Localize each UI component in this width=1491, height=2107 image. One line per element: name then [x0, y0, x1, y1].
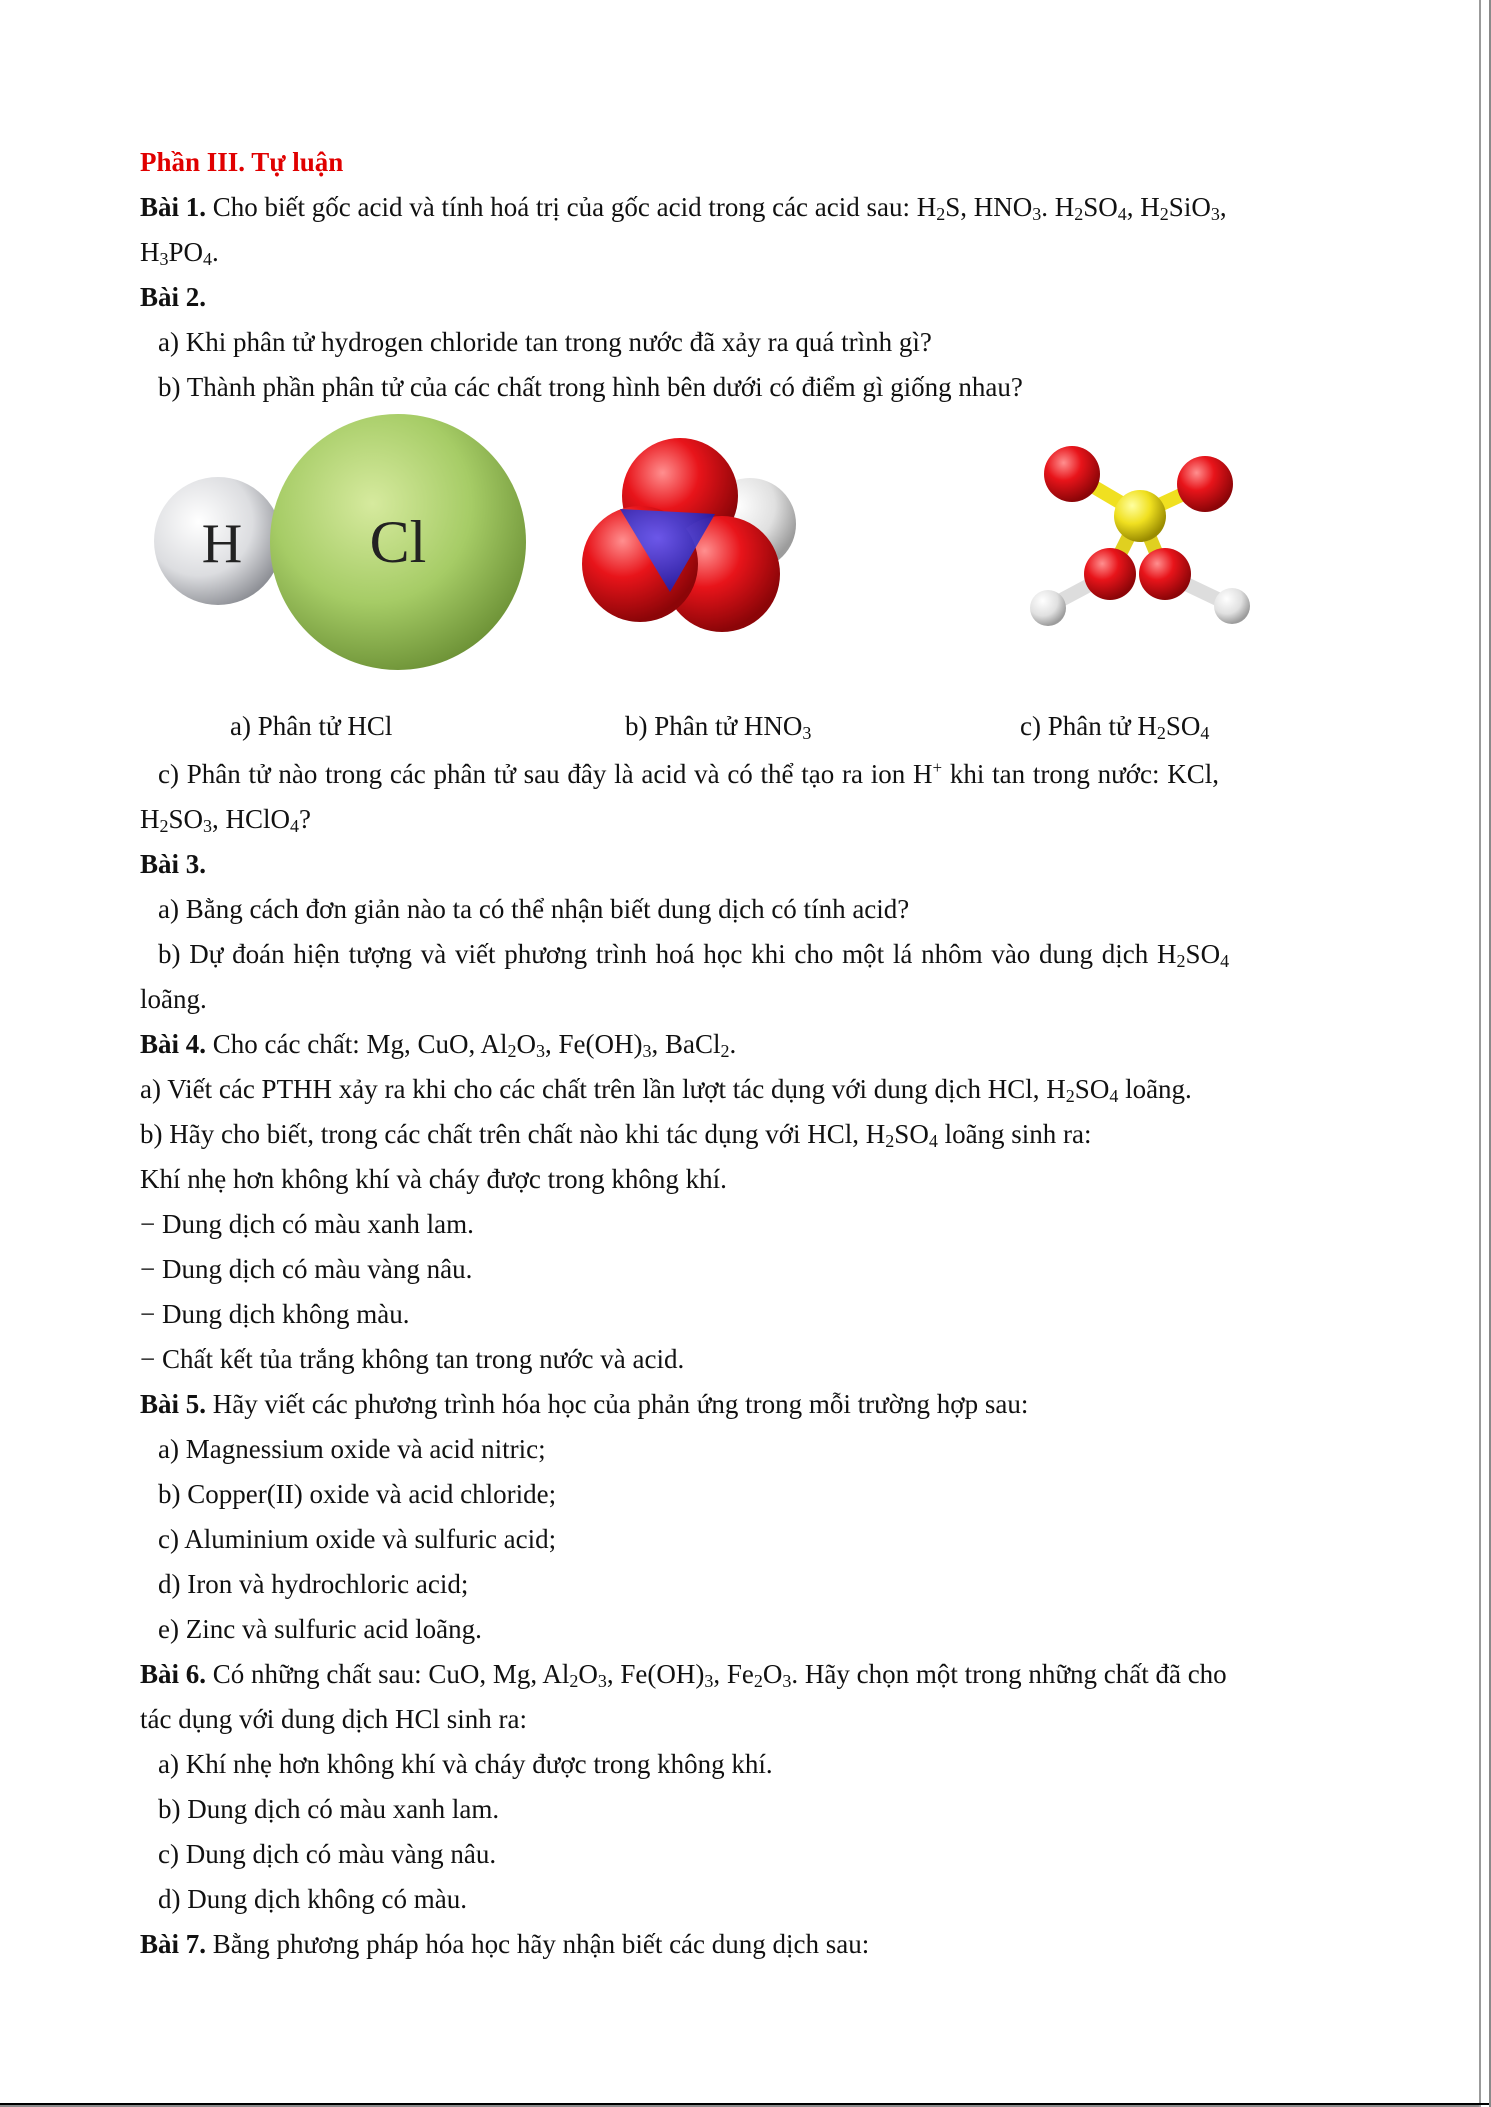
subscript: 3	[782, 1671, 792, 1691]
formula-text: H	[140, 804, 160, 834]
caption-hno3	[625, 704, 811, 749]
subscript: 2	[885, 1131, 895, 1151]
chlorine-label: Cl	[369, 509, 427, 575]
subscript: 2	[569, 1671, 579, 1691]
bai4-intro	[140, 1022, 1350, 1067]
subscript: 4	[1109, 1086, 1119, 1106]
formula-text: , Fe(OH)	[544, 1029, 643, 1059]
bai4-item: Khí nhẹ hơn không khí và cháy được trong không khí.	[140, 1164, 727, 1194]
bai4-b-text: b) Hãy cho biết, trong các chất trên chất nào khi tác dụng với HCl, H	[140, 1119, 886, 1149]
bai5-item: d) Iron và hydrochloric acid;	[158, 1569, 469, 1599]
subscript: 4	[1117, 204, 1127, 224]
bai2-question-a: a) Khi phân tử hydrogen chloride tan trong nước đã xảy ra quá trình gì?	[158, 327, 932, 357]
bai6-intro	[140, 1652, 1350, 1697]
subscript: 4	[928, 1131, 938, 1151]
subscript: 2	[1159, 204, 1169, 224]
bai2-label: Bài 2.	[140, 282, 207, 312]
subscript: 3	[704, 1671, 714, 1691]
bai6-item: b) Dung dịch có màu xanh lam.	[158, 1794, 500, 1824]
page-right-edge	[1479, 0, 1489, 2107]
h2so4-hydrogen-2	[1214, 588, 1250, 624]
bai6-label: Bài 6.	[140, 1659, 207, 1689]
formula-text: .	[212, 237, 219, 267]
hno3-molecule-image	[580, 424, 840, 684]
formula-text: , BaCl	[651, 1029, 721, 1059]
bai2-question-b: b) Thành phần phân tử của các chất trong hình bên dưới có điểm gì giống nhau?	[158, 372, 1023, 402]
h2so4-oxygen-1	[1044, 446, 1100, 502]
formula-text: H	[916, 192, 937, 222]
bai4-item: − Dung dịch có màu vàng nâu.	[140, 1254, 473, 1284]
formula-text: .	[729, 1029, 737, 1059]
bai1-text: Cho biết gốc acid và tính hoá trị của gốc acid trong các acid sau:	[206, 192, 917, 222]
caption-h2so4	[1020, 704, 1209, 749]
formula-text: SO	[168, 804, 204, 834]
bai4-item: − Dung dịch không màu.	[140, 1299, 410, 1329]
formula-text: , Fe	[713, 1659, 754, 1689]
bai6-item: d) Dung dịch không có màu.	[158, 1884, 467, 1914]
caption-h2so4-text: c) Phân tử H	[1020, 711, 1157, 741]
bai2-c-text: khi tan trong nước: KCl,	[942, 759, 1219, 789]
subscript: 3	[1032, 204, 1042, 224]
subscript: 3	[642, 1041, 652, 1061]
subscript: 4	[290, 816, 300, 836]
bai5-text: Hãy viết các phương trình hóa học của phản ứng trong mỗi trường hợp sau:	[206, 1389, 1029, 1419]
subscript: 3	[535, 1041, 545, 1061]
bai6-item: a) Khí nhẹ hơn không khí và cháy được trong không khí.	[158, 1749, 773, 1779]
bai2-question-c	[140, 752, 1350, 797]
subscript: 2	[507, 1041, 517, 1061]
bai4-label: Bài 4.	[140, 1029, 207, 1059]
bai5-item: b) Copper(II) oxide và acid chloride;	[158, 1479, 557, 1509]
h2so4-oxygen-2	[1177, 456, 1233, 512]
formula-text: , HClO	[212, 804, 291, 834]
bai3-question-b	[140, 932, 1350, 977]
bai6-item: c) Dung dịch có màu vàng nâu.	[158, 1839, 497, 1869]
bai3-question-b-line2: loãng.	[140, 984, 207, 1014]
caption-hno3-text: b) Phân tử HNO	[625, 711, 803, 741]
h2so4-oxygen-4	[1139, 548, 1191, 600]
figure-captions	[140, 704, 1350, 752]
formula-text: , Fe(OH)	[606, 1659, 705, 1689]
caption-hcl: a) Phân tử HCl	[230, 711, 393, 741]
superscript: +	[932, 758, 943, 777]
bai6-text: Có những chất sau: CuO, Mg, Al	[206, 1659, 570, 1689]
subscript: 4	[1200, 723, 1210, 743]
subscript: 2	[1065, 1086, 1075, 1106]
subscript: 3	[203, 816, 213, 836]
subscript: 3	[159, 249, 169, 269]
bai7-intro	[140, 1922, 1350, 1967]
formula-text: O	[516, 1029, 536, 1059]
formula-text: , H	[1126, 192, 1160, 222]
formula-text: PO	[168, 237, 204, 267]
bai4-text: Cho các chất: Mg, CuO, Al	[206, 1029, 508, 1059]
bai1-line2	[140, 230, 1350, 275]
bai3-label: Bài 3.	[140, 849, 207, 879]
bai5-item: e) Zinc và sulfuric acid loãng.	[158, 1614, 482, 1644]
bai3-title	[140, 842, 1350, 887]
h2so4-molecule-image	[1010, 434, 1270, 654]
h2so4-hydrogen-1	[1030, 590, 1066, 626]
bai3-b-text: b) Dự đoán hiện tượng và viết phương trình hoá học khi cho một lá nhôm vào dung dịch H	[158, 939, 1177, 969]
bai2-c-text: c) Phân tử nào trong các phân tử sau đây là acid và có thể tạo ra ion H	[158, 759, 933, 789]
bai6-text: . Hãy chọn một trong những chất đã cho	[791, 1659, 1227, 1689]
subscript: 2	[1074, 204, 1084, 224]
subscript: 2	[1176, 951, 1186, 971]
formula-text: O	[578, 1659, 598, 1689]
bai5-item: c) Aluminium oxide và sulfuric acid;	[158, 1524, 557, 1554]
bai4-item: − Chất kết tủa trắng không tan trong nước và acid.	[140, 1344, 685, 1374]
bai7-label: Bài 7.	[140, 1929, 207, 1959]
hcl-molecule-image	[140, 414, 540, 704]
subscript: 3	[802, 723, 812, 743]
subscript: 4	[1220, 951, 1230, 971]
section-title: Phần III. Tự luận	[140, 147, 344, 177]
bai1-line1	[140, 185, 1350, 230]
bai4-item: − Dung dịch có màu xanh lam.	[140, 1209, 474, 1239]
formula-text: ?	[299, 804, 312, 834]
document-content	[140, 140, 1350, 1967]
subscript: 2	[753, 1671, 763, 1691]
h2so4-oxygen-3	[1084, 548, 1136, 600]
subscript: 3	[597, 1671, 607, 1691]
page-bottom-edge	[0, 2103, 1489, 2105]
bai4-question-a	[140, 1067, 1350, 1112]
formula-text: SO	[1185, 939, 1221, 969]
hydrogen-label: H	[201, 513, 243, 575]
formula-text: SiO	[1168, 192, 1211, 222]
caption-h2so4-text: SO	[1165, 711, 1201, 741]
formula-text: . H	[1041, 192, 1075, 222]
subscript: 4	[203, 249, 213, 269]
bai6-intro-line2: tác dụng với dung dịch HCl sinh ra:	[140, 1704, 527, 1734]
formula-text: O	[762, 1659, 783, 1689]
bai3-question-a: a) Bằng cách đơn giản nào ta có thể nhận biết dung dịch có tính acid?	[158, 894, 910, 924]
bai4-a-text: loãng.	[1118, 1074, 1192, 1104]
bai5-intro	[140, 1382, 1350, 1427]
formula-text: SO	[894, 1119, 929, 1149]
subscript: 2	[1156, 723, 1166, 743]
formula-text: H	[140, 237, 160, 267]
bai5-item: a) Magnessium oxide và acid nitric;	[158, 1434, 546, 1464]
formula-text: ,	[1219, 192, 1227, 222]
bai7-text: Bằng phương pháp hóa học hãy nhận biết các dung dịch sau:	[206, 1929, 870, 1959]
subscript: 2	[720, 1041, 730, 1061]
h2so4-sulfur-atom	[1114, 490, 1166, 542]
formula-text: S, HNO	[945, 192, 1033, 222]
bai5-label: Bài 5.	[140, 1389, 207, 1419]
bai4-b-text: loãng sinh ra:	[937, 1119, 1092, 1149]
bai4-question-b	[140, 1112, 1350, 1157]
bai4-a-text: a) Viết các PTHH xảy ra khi cho các chất trên lần lượt tác dụng với dung dịch HCl, H	[140, 1074, 1066, 1104]
subscript: 2	[159, 816, 169, 836]
bai1-label: Bài 1.	[140, 192, 207, 222]
formula-text: SO	[1083, 192, 1118, 222]
formula-text: SO	[1074, 1074, 1110, 1104]
bai2-title	[140, 275, 1350, 320]
molecule-figures	[140, 414, 1350, 704]
bai2-question-c-line2	[140, 797, 1350, 842]
subscript: 3	[1210, 204, 1220, 224]
subscript: 2	[936, 204, 946, 224]
